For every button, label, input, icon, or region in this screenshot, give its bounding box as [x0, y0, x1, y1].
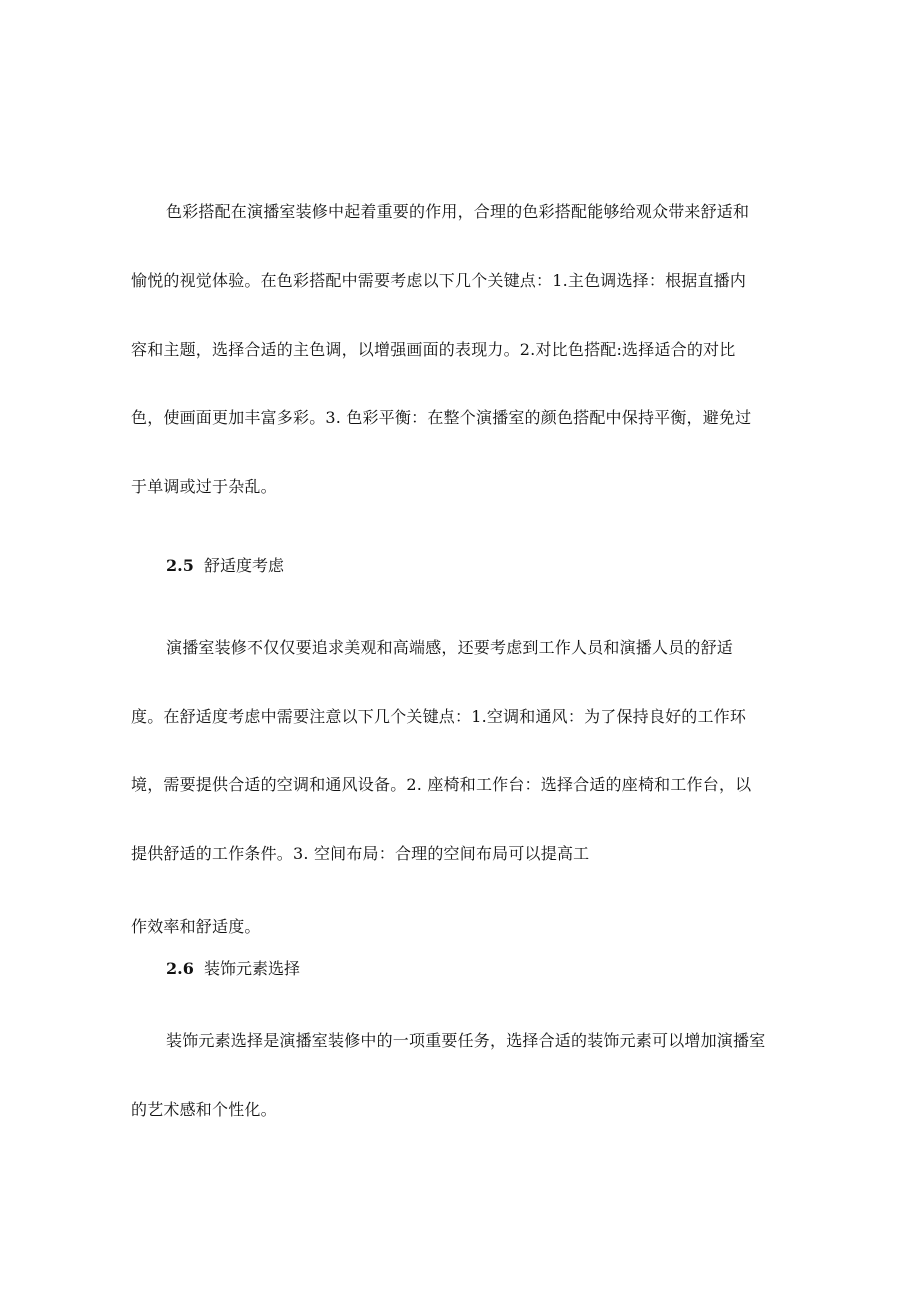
paragraph-line: 的艺术感和个性化。	[131, 1100, 277, 1119]
paragraph-line: 演播室装修不仅仅要追求美观和高端感，还要考虑到工作人员和演播人员的舒适	[166, 638, 734, 657]
paragraph-line: 愉悦的视觉体验。在色彩搭配中需要考虑以下几个关键点：1.主色调选择：根据直播内	[131, 271, 747, 290]
paragraph-line: 度。在舒适度考虑中需要注意以下几个关键点：1.空调和通风：为了保持良好的工作环	[131, 707, 747, 726]
section-number: 2.5	[166, 556, 194, 575]
paragraph-line: 色，使画面更加丰富多彩。3. 色彩平衡：在整个演播室的颜色搭配中保持平衡，避免过	[131, 408, 752, 427]
section-title: 舒适度考虑	[204, 556, 285, 575]
section-heading-2-5	[166, 555, 284, 577]
paragraph-line: 色彩搭配在演播室装修中起着重要的作用，合理的色彩搭配能够给观众带来舒适和	[166, 202, 750, 221]
section-heading-2-6	[166, 958, 300, 980]
section-title: 装饰元素选择	[204, 959, 301, 978]
paragraph-line: 容和主题，选择合适的主色调，以增强画面的表现力。2.对比色搭配:选择适合的对比	[131, 340, 736, 359]
paragraph-line: 境，需要提供合适的空调和通风设备。2. 座椅和工作台：选择合适的座椅和工作台，以	[131, 775, 752, 794]
paragraph-line: 作效率和舒适度。	[131, 917, 261, 936]
section-number: 2.6	[166, 959, 194, 978]
paragraph-line: 提供舒适的工作条件。3. 空间布局：合理的空间布局可以提高工	[131, 844, 590, 863]
paragraph-line: 于单调或过于杂乱。	[131, 477, 277, 496]
paragraph-line: 装饰元素选择是演播室装修中的一项重要任务，选择合适的装饰元素可以增加演播室	[166, 1031, 766, 1050]
